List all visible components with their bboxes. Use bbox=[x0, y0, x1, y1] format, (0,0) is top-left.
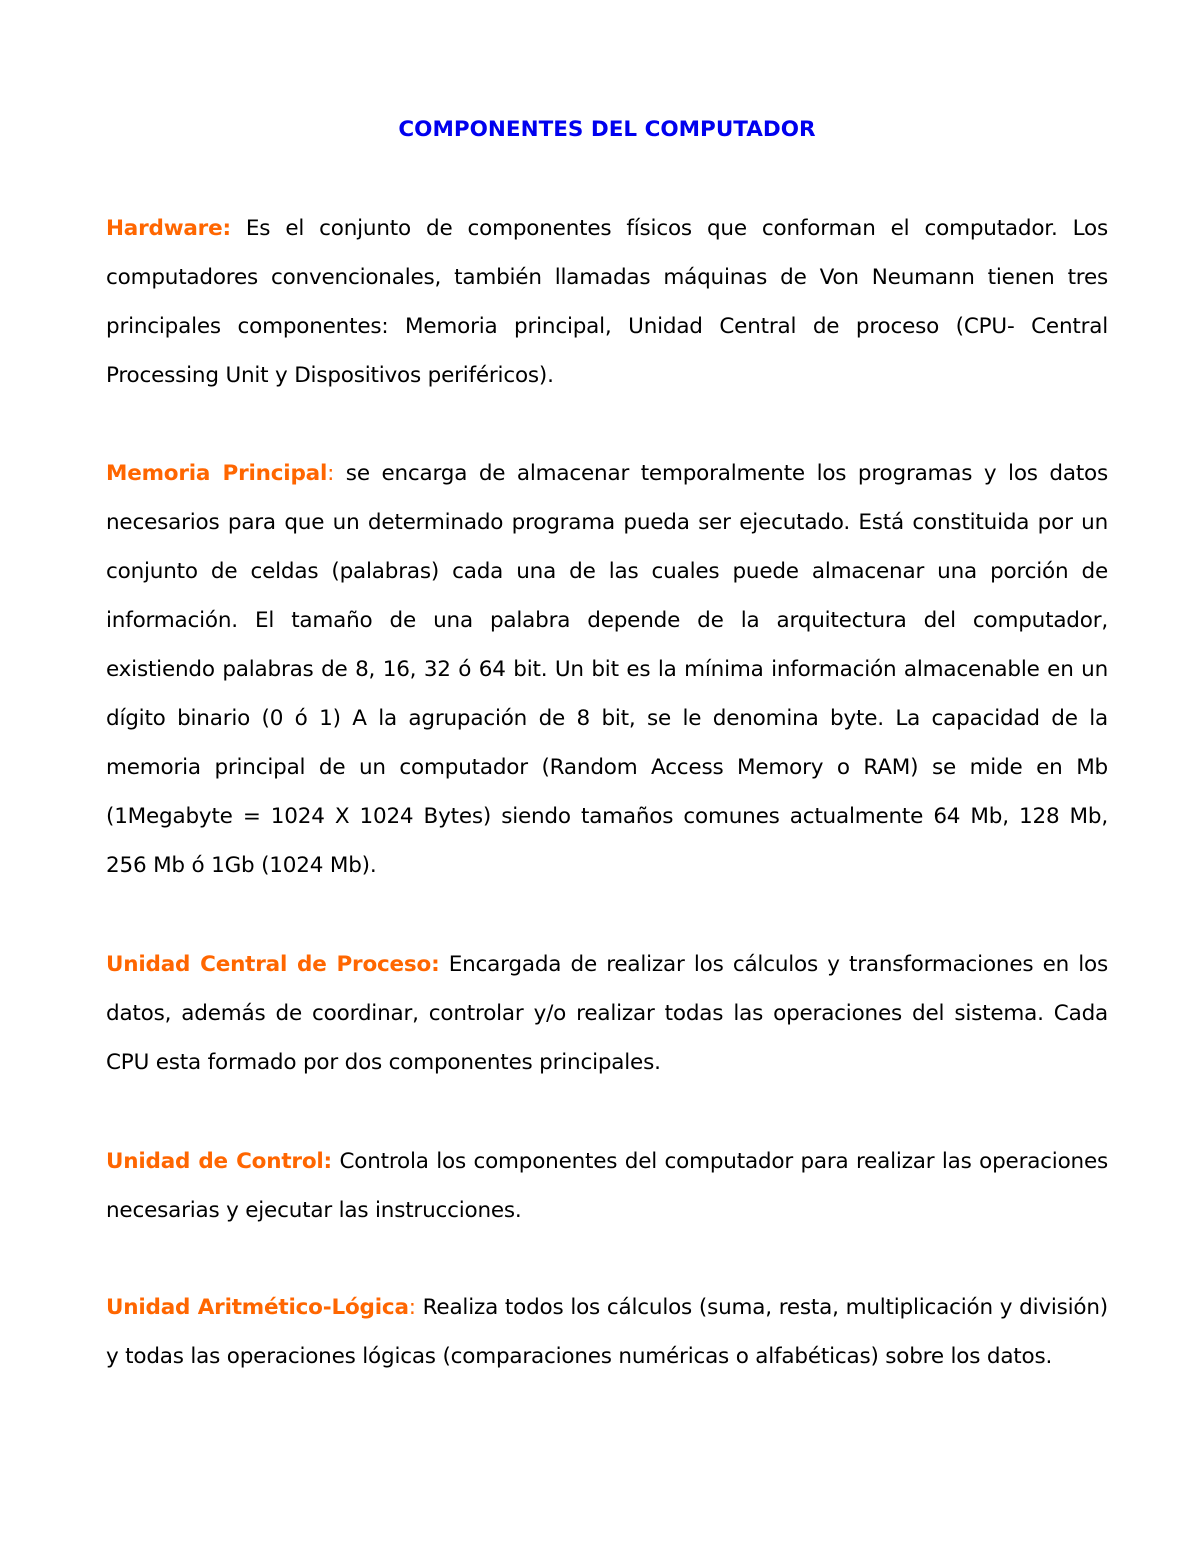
paragraph-unidad-control bbox=[106, 1137, 1108, 1235]
paragraph-hardware-text: Es el conjunto de componentes físicos que conforman el computador. Los computadores convencionales, también llamadas máquinas de Von Neumann tienen tres principales componentes: Memoria principal, Unidad Central de proceso (CPU- Central Processing Unit y Dispositivos periféricos). bbox=[106, 216, 1108, 388]
paragraph-unidad-aritmetico-logica bbox=[106, 1283, 1108, 1381]
paragraph-unidad-control-text: Controla los componentes del computador para realizar las operaciones necesarias y ejecutar las instrucciones. bbox=[106, 1149, 1108, 1223]
document-page bbox=[106, 0, 1108, 1553]
paragraph-unidad-aritmetico-logica-text: Realiza todos los cálculos (suma, resta, multiplicación y división) y todas las operaciones lógicas (comparaciones numéricas o alfabéticas) sobre los datos. bbox=[106, 1295, 1108, 1369]
paragraph-unidad-central-text: Encargada de realizar los cálculos y transformaciones en los datos, además de coordinar, controlar y/o realizar todas las operaciones del sistema. Cada CPU esta formado por dos componentes principales. bbox=[106, 952, 1109, 1075]
term-memoria-principal-colon: : bbox=[327, 461, 335, 486]
paragraph-memoria-principal-text: se encarga de almacenar temporalmente los programas y los datos necesarios para que un determinado programa pueda ser ejecutado. Está constituida por un conjunto de celdas (palabras) cada una de las cuales puede almacenar una porción de información. El tamaño de una palabra depende de la arquitectura del computador, existiendo palabras de 8, 16, 32 ó 64 bit. Un bit es la mínima información almacenable en un dígito binario (0 ó 1) A la agrupación de 8 bit, se le denomina byte. La capacidad de la memoria principal de un computador (Random Access Memory o RAM) se mide en Mb (1Megabyte = 1024 X 1024 Bytes) siendo tamaños comunes actualmente 64 Mb, 128 Mb, 256 Mb ó 1Gb (1024 Mb). bbox=[106, 461, 1109, 878]
term-hardware: Hardware: bbox=[106, 216, 231, 241]
paragraph-hardware bbox=[106, 204, 1108, 400]
paragraph-memoria-principal bbox=[106, 449, 1108, 890]
term-unidad-aritmetico-logica: Unidad Aritmético-Lógica bbox=[106, 1295, 409, 1320]
term-unidad-control: Unidad de Control: bbox=[106, 1149, 332, 1174]
term-unidad-central: Unidad Central de Proceso: bbox=[106, 952, 440, 977]
term-unidad-aritmetico-logica-colon: : bbox=[408, 1295, 416, 1320]
paragraph-unidad-central bbox=[106, 940, 1108, 1087]
term-memoria-principal: Memoria Principal bbox=[106, 461, 328, 486]
document-title: COMPONENTES DEL COMPUTADOR bbox=[398, 117, 816, 142]
